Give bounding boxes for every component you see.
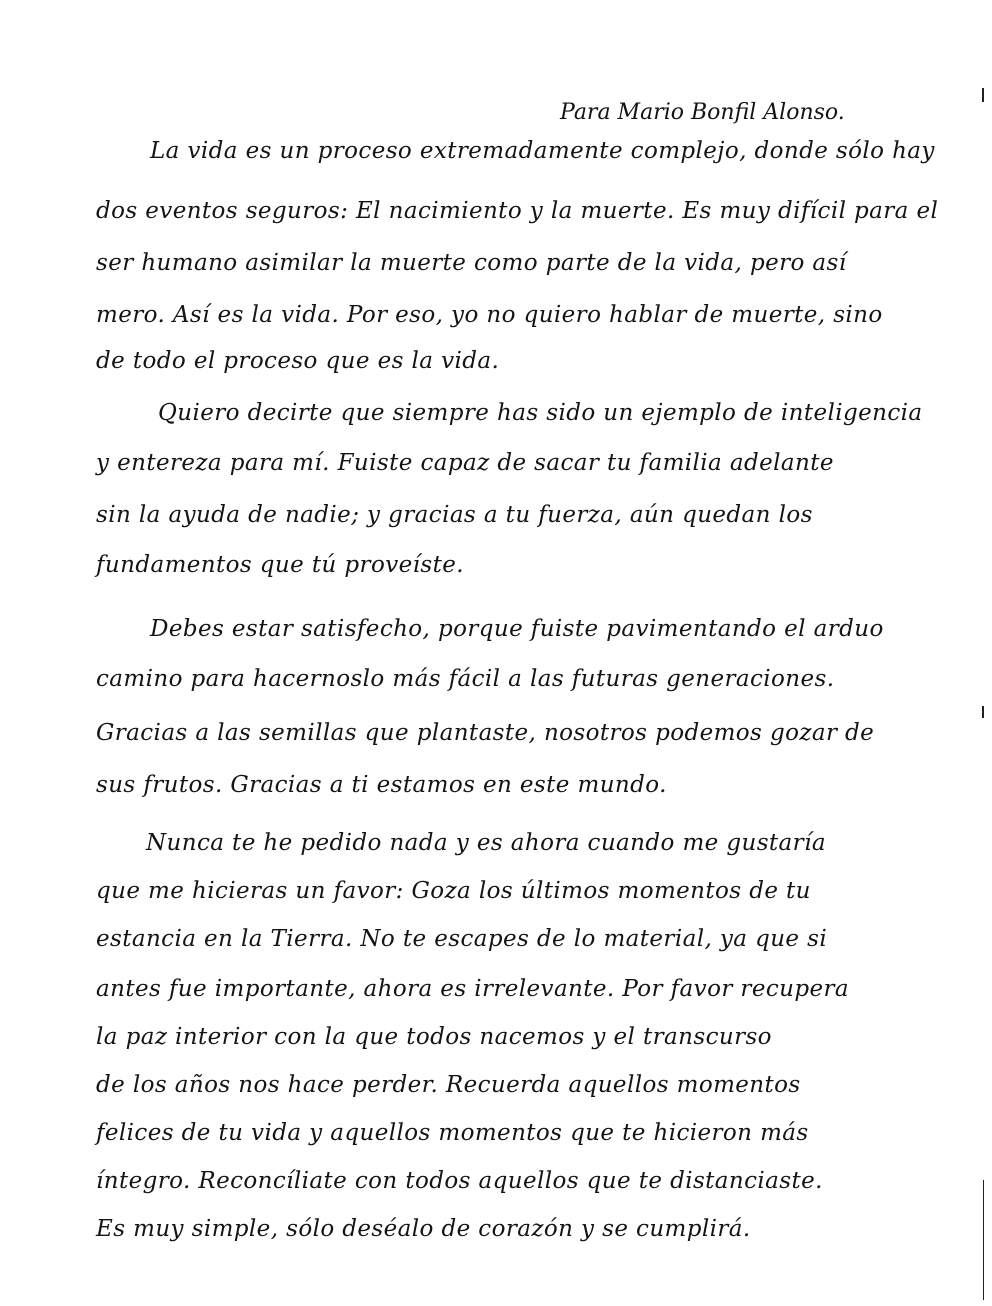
letter-line: y entereza para mí. Fuiste capaz de sacar tu familia adelante (96, 450, 834, 476)
scan-edge-mark (982, 88, 984, 102)
salutation: Para Mario Bonfil Alonso. (560, 100, 845, 125)
letter-line: sin la ayuda de nadie; y gracias a tu fuerza, aún quedan los (96, 502, 813, 528)
letter-line: La vida es un proceso extremadamente complejo, donde sólo hay (150, 138, 935, 164)
letter-line: antes fue importante, ahora es irrelevante. Por favor recupera (96, 976, 849, 1002)
letter-line: de todo el proceso que es la vida. (96, 348, 500, 374)
letter-line: mero. Así es la vida. Por eso, yo no quiero hablar de muerte, sino (96, 302, 883, 328)
letter-line: ser humano asimilar la muerte como parte de la vida, pero así (96, 250, 847, 276)
letter-line: dos eventos seguros: El nacimiento y la muerte. Es muy difícil para el (96, 198, 939, 224)
scan-edge-mark (982, 706, 984, 718)
letter-line: que me hicieras un favor: Goza los últimos momentos de tu (96, 878, 811, 904)
letter-line: sus frutos. Gracias a ti estamos en este mundo. (96, 772, 667, 798)
letter-line: íntegro. Reconcíliate con todos aquellos que te distanciaste. (96, 1168, 823, 1194)
letter-line: camino para hacernoslo más fácil a las futuras generaciones. (96, 666, 835, 692)
letter-line: Es muy simple, sólo deséalo de corazón y se cumplirá. (96, 1216, 751, 1242)
letter-line: Quiero decirte que siempre has sido un ejemplo de inteligencia (158, 400, 923, 426)
letter-line: felices de tu vida y aquellos momentos que te hicieron más (96, 1120, 809, 1146)
scan-edge-mark (983, 1180, 984, 1300)
letter-line: Nunca te he pedido nada y es ahora cuando me gustaría (146, 830, 826, 856)
letter-line: Gracias a las semillas que plantaste, nosotros podemos gozar de (96, 720, 875, 746)
letter-line: fundamentos que tú proveíste. (96, 552, 464, 578)
letter-line: estancia en la Tierra. No te escapes de lo material, ya que si (96, 926, 828, 952)
letter-line: Debes estar satisfecho, porque fuiste pavimentando el arduo (150, 616, 884, 642)
letter-line: la paz interior con la que todos nacemos y el transcurso (96, 1024, 772, 1050)
letter-line: de los años nos hace perder. Recuerda aquellos momentos (96, 1072, 801, 1098)
